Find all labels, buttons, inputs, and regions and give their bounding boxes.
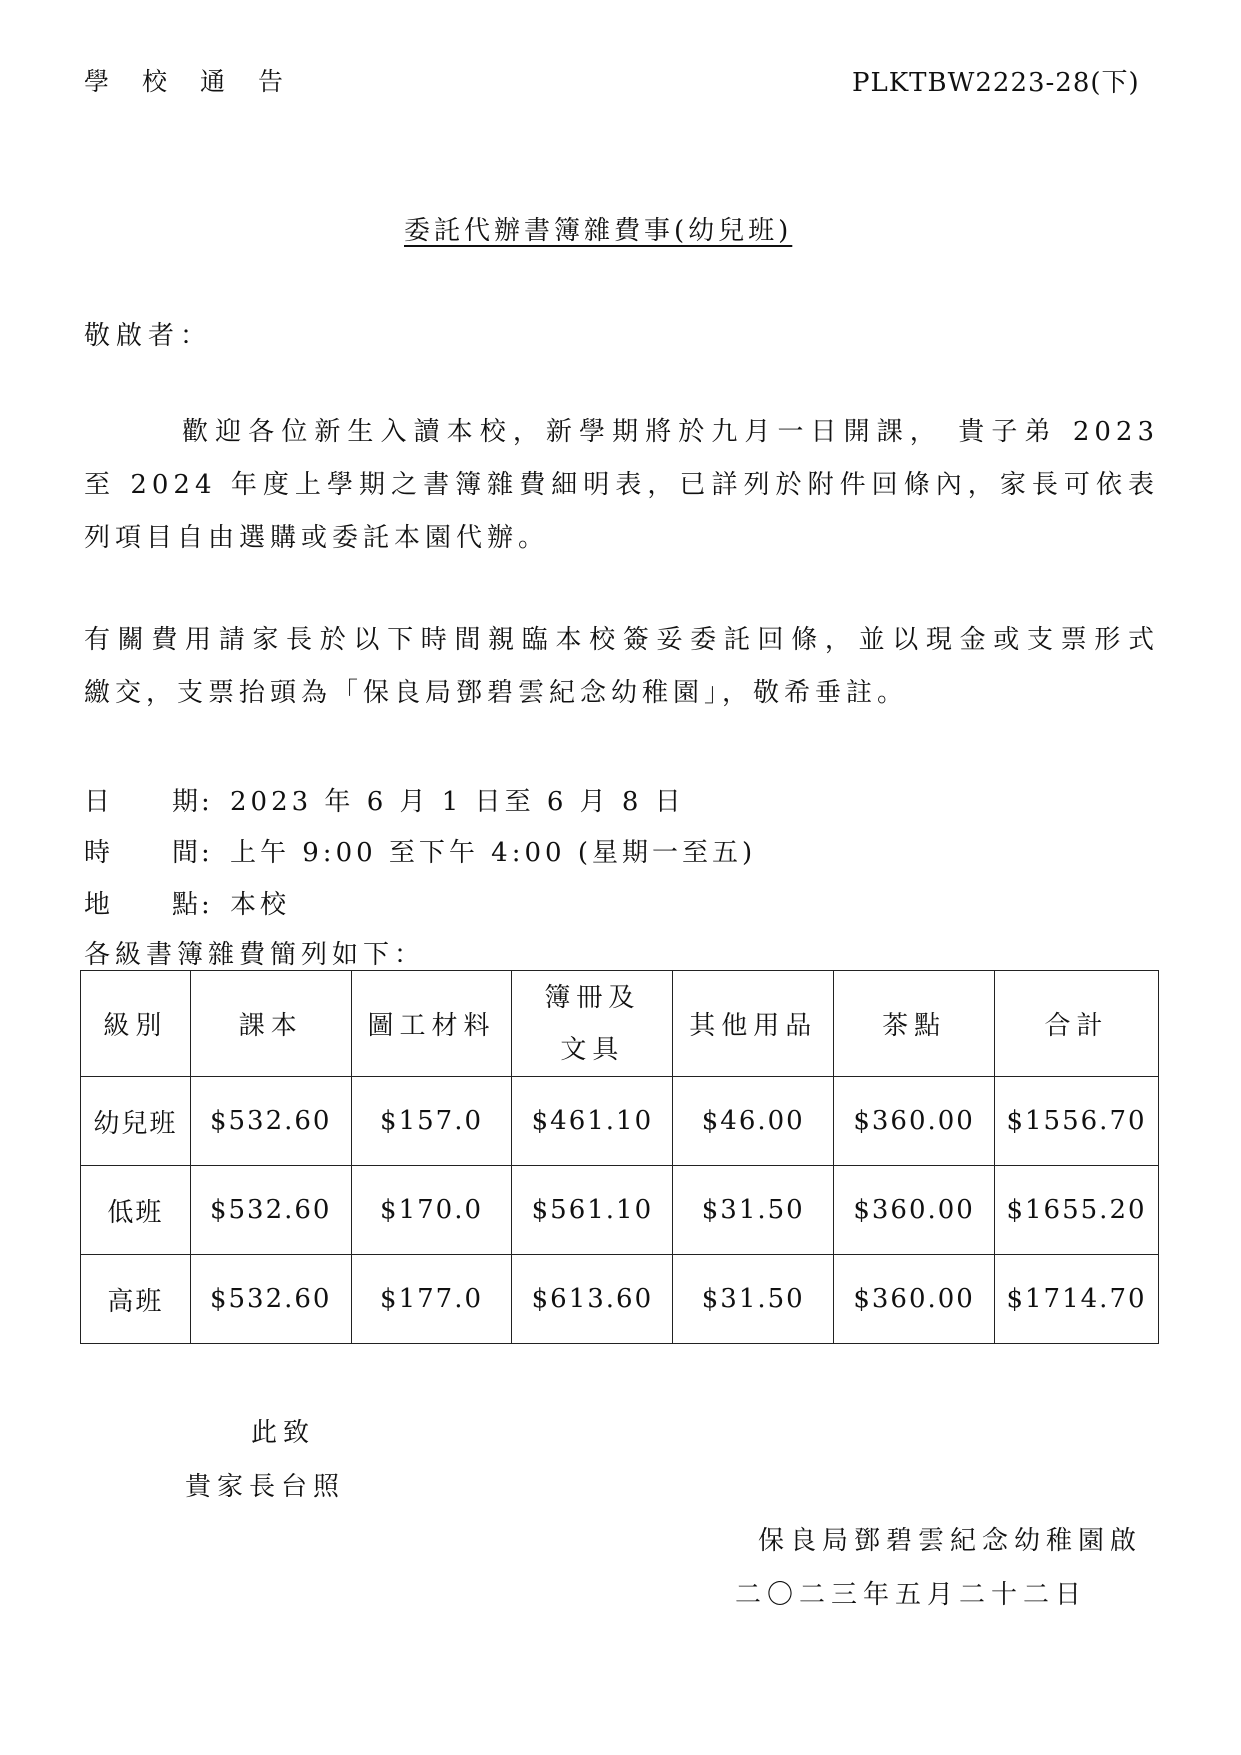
date-label: 日: [84, 787, 114, 817]
paragraph-line: 有關費用請家長於以下時間親臨本校簽妥委託回條，並以現金或支票形式: [84, 625, 1159, 655]
signer: 保良局鄧碧雲紀念幼稚園啟: [758, 1526, 1143, 1556]
paragraph-line: 至 2024 年度上學期之書簿雜費細明表，已詳列於附件回條內，家長可依表: [84, 470, 1159, 500]
fee-table: [80, 970, 1159, 1344]
time-label: 時: [84, 838, 114, 868]
cell-total: $1556.70: [995, 1077, 1159, 1166]
place-label: 地: [84, 890, 114, 920]
cell-exercise-books: $561.10: [512, 1166, 673, 1255]
date-row: [84, 781, 685, 818]
cell-other-supplies: $46.00: [673, 1077, 834, 1166]
header-other-supplies: 其他用品: [673, 971, 834, 1077]
table-row: [81, 1255, 1159, 1344]
time-value: 上午 9:00 至下午 4:00 (星期一至五): [230, 838, 757, 868]
header-snacks: 茶點: [834, 971, 995, 1077]
notice-reference-number: PLKTBW2223-28(下): [852, 68, 1140, 98]
time-label: 間:: [172, 838, 213, 868]
table-row: [81, 1077, 1159, 1166]
notice-label: 學校通告: [84, 67, 317, 96]
cell-art-materials: $157.0: [351, 1077, 512, 1166]
cell-other-supplies: $31.50: [673, 1255, 834, 1344]
cell-snacks: $360.00: [834, 1166, 995, 1255]
place-label: 點:: [172, 890, 213, 920]
header-line: 簿冊及: [544, 982, 641, 1013]
notice-title: 委託代辦書簿雜費事(幼兒班): [404, 216, 793, 246]
closing-line: 此致: [251, 1418, 316, 1448]
header-stack: [544, 972, 640, 1076]
table-row: [81, 1166, 1159, 1255]
header-line: 文具: [560, 1034, 625, 1065]
paragraph-line: 歡迎各位新生入讀本校，新學期將於九月一日開課， 貴子弟 2023: [182, 417, 1159, 447]
cell-grade: 低班: [81, 1166, 191, 1255]
cell-textbooks: $532.60: [190, 1255, 351, 1344]
cell-exercise-books: $461.10: [512, 1077, 673, 1166]
paragraph-line: 繳交，支票抬頭為「保良局鄧碧雲紀念幼稚園」，敬希垂註。: [84, 678, 909, 708]
cell-snacks: $360.00: [834, 1077, 995, 1166]
table-caption: 各級書簿雜費簡列如下：: [84, 940, 426, 970]
paragraph-line: 列項目自由選購或委託本園代辦。: [84, 523, 550, 553]
cell-art-materials: $177.0: [351, 1255, 512, 1344]
header-art-materials: 圖工材料: [351, 971, 512, 1077]
cell-snacks: $360.00: [834, 1255, 995, 1344]
place-value: 本校: [230, 890, 291, 920]
cell-grade: 幼兒班: [81, 1077, 191, 1166]
date-value: 2023 年 6 月 1 日至 6 月 8 日: [230, 787, 685, 817]
cell-total: $1714.70: [995, 1255, 1159, 1344]
paragraph-welcome: [84, 406, 1159, 565]
cell-total: $1655.20: [995, 1166, 1159, 1255]
cell-textbooks: $532.60: [190, 1166, 351, 1255]
cell-art-materials: $170.0: [351, 1166, 512, 1255]
table-header-row: [81, 971, 1159, 1077]
closing-addressee: 貴家長台照: [185, 1472, 346, 1502]
cell-other-supplies: $31.50: [673, 1166, 834, 1255]
date-label: 期:: [172, 787, 213, 817]
place-row: [84, 884, 290, 921]
time-row: [84, 832, 756, 869]
paragraph-payment: [84, 614, 1159, 720]
cell-exercise-books: $613.60: [512, 1255, 673, 1344]
sign-date: 二〇二三年五月二十二日: [735, 1580, 1088, 1610]
header-textbooks: 課本: [190, 971, 351, 1077]
cell-grade: 高班: [81, 1255, 191, 1344]
header-total: 合計: [995, 971, 1159, 1077]
cell-textbooks: $532.60: [190, 1077, 351, 1166]
header-exercise-books-stationery: [512, 971, 673, 1077]
salutation: 敬啟者：: [84, 321, 213, 351]
header-grade: 級別: [81, 971, 191, 1077]
